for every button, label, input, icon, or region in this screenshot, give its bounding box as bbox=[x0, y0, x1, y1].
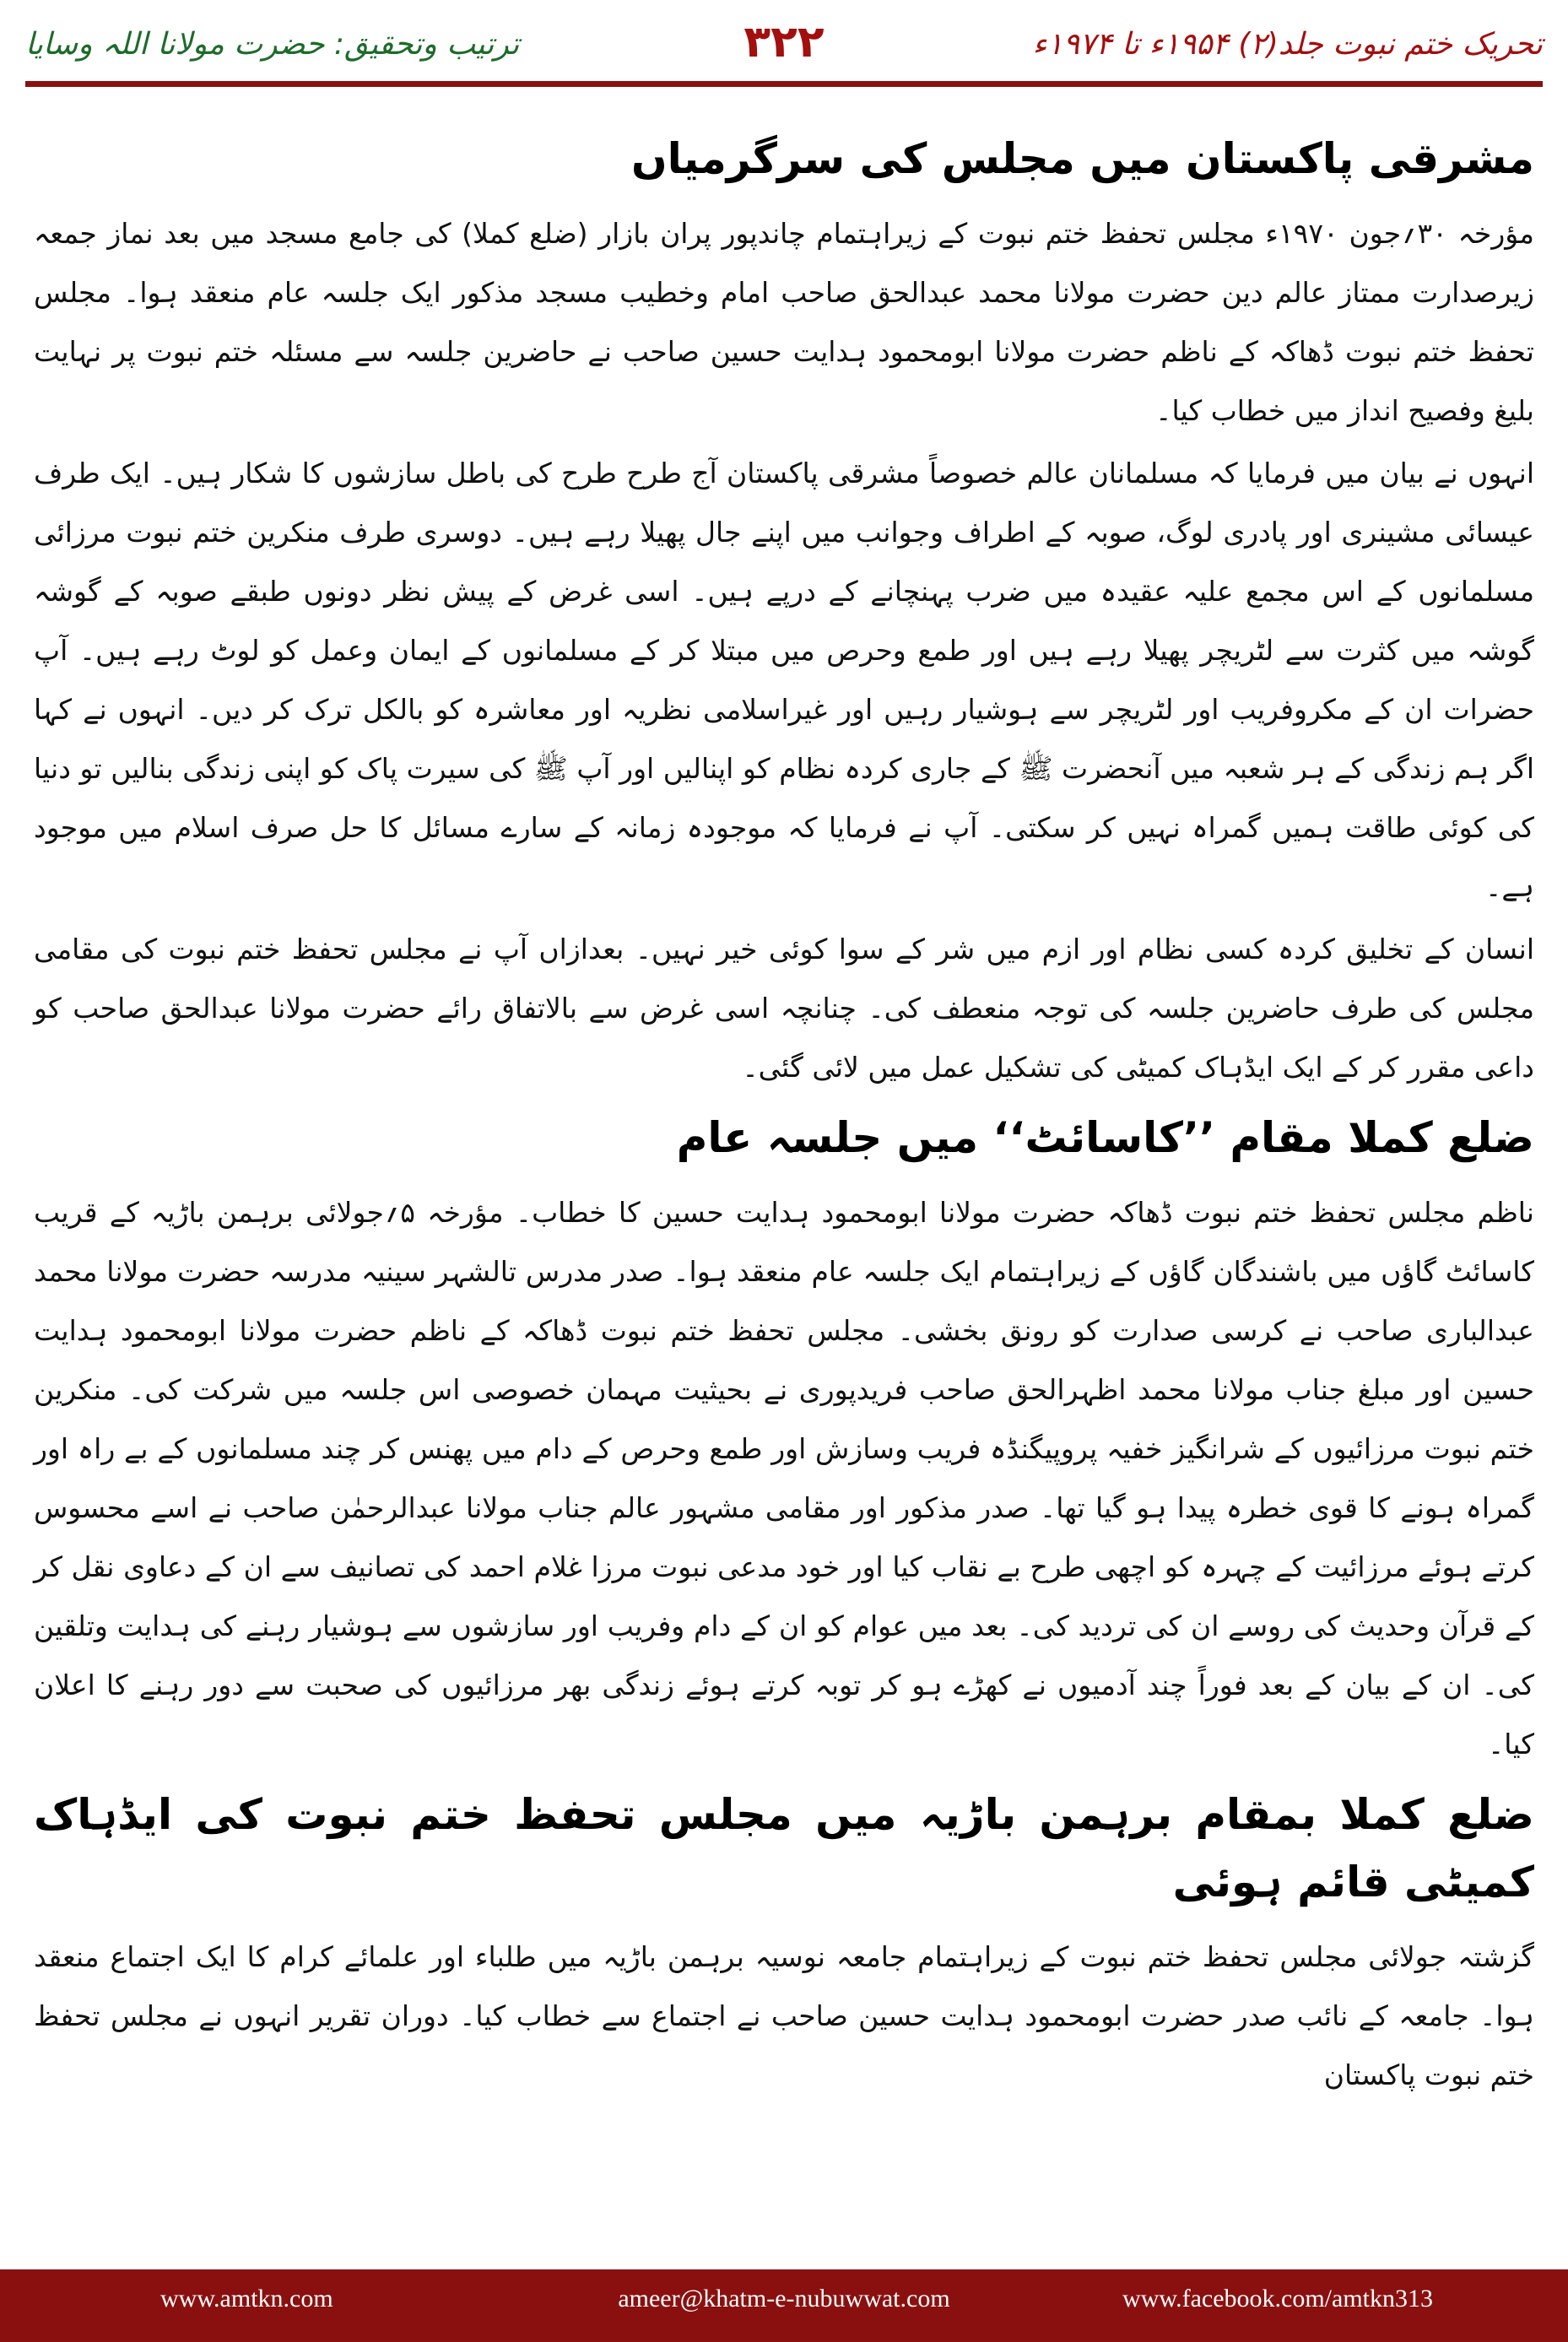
paragraph: گزشتہ جولائی مجلس تحفظ ختم نبوت کے زیراہتمام جامعہ نوسیہ برہمن باڑیہ میں طلباء اور علمائے کرام کا ایک اجتماع منعقد ہوا۔ جامعہ کے نائب صدر حضرت ابومحمود ہدایت حسین صاحب نے اجتماع سے خطاب کیا۔ دوران تقریر انہوں نے مجلس تحفظ ختم نبوت پاکستان bbox=[34, 1940, 1534, 2091]
page-footer bbox=[0, 2269, 1568, 2342]
paragraph: انسان کے تخلیق کردہ کسی نظام اور ازم میں شر کے سوا کوئی خیر نہیں۔ بعدازاں آپ نے مجلس تحفظ ختم نبوت کی مقامی مجلس کی طرف حاضرین جلسہ کی توجہ منعطف کی۔ چنانچہ اسی غرض سے بالاتفاق رائے حضرت مولانا عبدالحق صاحب کو داعی مقرر کر کے ایک ایڈہاک کمیٹی کی تشکیل عمل میں لائی گئی۔ bbox=[34, 933, 1534, 1084]
book-title: تحریک ختم نبوت جلد(۲) ۱۹۵۴ء تا ۱۹۷۴ء bbox=[1032, 27, 1543, 62]
section-east-pakistan bbox=[34, 125, 1534, 1097]
compiler-credit: ترتیب وتحقیق: حضرت مولانا اللہ وسایا bbox=[25, 27, 520, 62]
page-body bbox=[34, 118, 1534, 2123]
website-link[interactable]: www.amtkn.com bbox=[160, 2285, 333, 2312]
paragraph: ناظم مجلس تحفظ ختم نبوت ڈھاکہ حضرت مولانا ابومحمود ہدایت حسین کا خطاب۔ مؤرخہ ۵؍جولائی برہمن باڑیہ کے قریب کاسائٹ گاؤں میں باشندگان گاؤں کے زیراہتمام ایک جلسہ عام منعقد ہوا۔ صدر مدرس تالشہر سینیہ مدرسہ حضرت مولانا محمد عبدالباری صاحب نے کرسی صدارت کو رونق بخشی۔ مجلس تحفظ ختم نبوت ڈھاکہ کے ناظم حضرت مولانا ابومحمود ہدایت حسین اور مبلغ جناب مولانا محمد اظہرالحق صاحب فریدپوری نے بحیثیت مہمان خصوصی اس جلسہ میں شرکت کی۔ منکرین ختم نبوت مرزائیوں کے شرانگیز خفیہ پروپیگنڈہ فریب وسازش اور طمع وحرص کے دام میں پھنس کر چند مسلمانوں کے بے راہ اور گمراہ ہونے کا قوی خطرہ پیدا ہو گیا تھا۔ صدر مذکور اور مقامی مشہور عالم جناب مولانا عبدالرحمٰن صاحب نے اسے محسوس کرتے ہوئے مرزائیت کے چہرہ کو اچھی طرح بے نقاب کیا اور خود مدعی نبوت مرزا غلام احمد کی تصانیف سے ان کے دعاوی نقل کر کے قرآن وحدیث کی روسے ان کی تردید کی۔ بعد میں عوام کو ان کے دام وفریب اور سازشوں سے ہوشیار رہنے کی ہدایت وتلقین کی۔ ان کے بیان کے بعد فوراً چند آدمیوں نے کھڑے ہو کر توبہ کرتے ہوئے زندگی بھر مرزائیوں کی صحبت سے دور رہنے کا اعلان کیا۔ bbox=[34, 1196, 1534, 1761]
section-heading: ضلع کملا مقام ’’کاسائٹ‘‘ میں جلسہ عام bbox=[676, 1113, 1534, 1162]
section-kasait-jalsa bbox=[34, 1104, 1534, 1774]
paragraph: انہوں نے بیان میں فرمایا کہ مسلمانان عالم خصوصاً مشرقی پاکستان آج طرح طرح کی باطل سازشوں کا شکار ہیں۔ ایک طرف عیسائی مشینری اور پادری لوگ، صوبہ کے اطراف وجوانب میں اپنے جال پھیلا رہے ہیں۔ دوسری طرف منکرین ختم نبوت مرزائی مسلمانوں کے اس مجمع علیہ عقیدہ میں ضرب پہنچانے کے درپے ہیں۔ اسی غرض کے پیش نظر دونوں طبقے صوبہ کے گوشہ گوشہ میں کثرت سے لٹریچر پھیلا رہے ہیں اور طمع وحرص میں مبتلا کر کے مسلمانوں کے ایمان وعمل کو لوٹ رہے ہیں۔ آپ حضرات ان کے مکروفریب اور لٹریچر سے ہوشیار رہیں اور غیراسلامی نظریہ اور معاشرہ کو بالکل ترک کر دیں۔ انہوں نے کہا اگر ہم زندگی کے ہر شعبہ میں آنحضرت ﷺ کے جاری کردہ نظام کو اپنالیں اور آپ ﷺ کی سیرت پاک کو اپنی زندگی بنالیں تو دنیا کی کوئی طاقت ہمیں گمراہ نہیں کر سکتی۔ آپ نے فرمایا کہ موجودہ زمانہ کے سارے مسائل کا حل صرف اسلام میں موجود ہے۔ bbox=[34, 457, 1534, 903]
header-divider bbox=[25, 81, 1543, 87]
page-header bbox=[25, 17, 1543, 76]
page-number: ۳۲۲ bbox=[743, 17, 825, 68]
section-brahmanbaria-committee bbox=[34, 1781, 1534, 2105]
paragraph: مؤرخہ ۳۰؍جون ۱۹۷۰ء مجلس تحفظ ختم نبوت کے زیراہتمام چاندپور پران بازار (ضلع کملا) کی جامع مسجد میں بعد نماز جمعہ زیرصدارت ممتاز عالم دین حضرت مولانا محمد عبدالحق صاحب امام وخطیب مسجد مذکور ایک جلسہ عام منعقد ہوا۔ مجلس تحفظ ختم نبوت ڈھاکہ کے ناظم حضرت مولانا ابومحمود ہدایت حسین صاحب نے حاضرین جلسہ سے مسئلہ ختم نبوت پر نہایت بلیغ وفصیح انداز میں خطاب کیا۔ bbox=[34, 217, 1534, 427]
facebook-link[interactable]: www.facebook.com/amtkn313 bbox=[1122, 2285, 1433, 2312]
email-link[interactable]: ameer@khatm-e-nubuwwat.com bbox=[618, 2285, 950, 2312]
section-heading: ضلع کملا بمقام برہمن باڑیہ میں مجلس تحفظ ختم نبوت کی ایڈہاک کمیٹی قائم ہوئی bbox=[34, 1790, 1534, 1907]
section-heading: مشرقی پاکستان میں مجلس کی سرگرمیاں bbox=[630, 134, 1534, 183]
